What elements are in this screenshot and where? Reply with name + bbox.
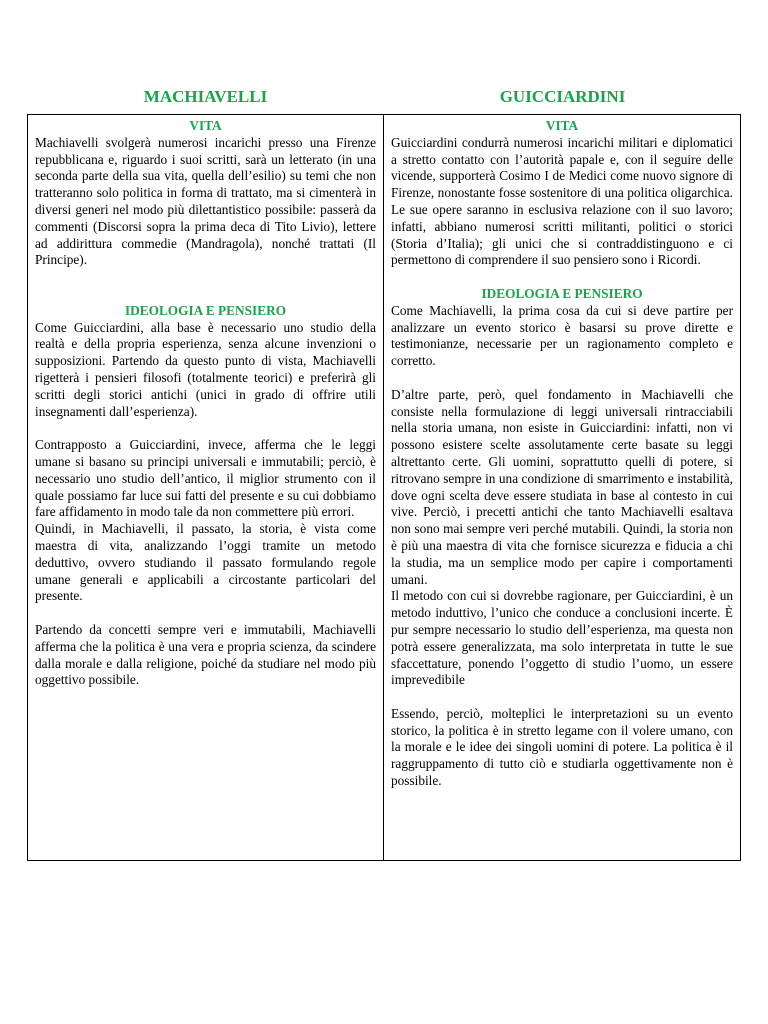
machiavelli-column xyxy=(28,115,384,860)
machiavelli-ideologia-title: IDEOLOGIA E PENSIERO xyxy=(124,302,287,318)
spacer xyxy=(35,420,376,437)
spacer xyxy=(35,605,376,622)
spacer xyxy=(35,269,376,286)
header-row xyxy=(27,86,741,108)
machiavelli-vita-text: Machiavelli svolgerà numerosi incarichi presso una Firenze repubblicana e, riguardo i suoi scritti, sarà un letterato (in una seconda parte della sua vita, quella dell’esilio) su temi che non tratteranno solo politica in forma di trattato, ma si cimenterà in diversi generi nel modo più dilettantistico possibile: passerà da commenti (Discorsi sopra la prima deca di Tito Livio), lettere ad addirittura commedie (Mandragola), nonché trattati (Il Principe). xyxy=(35,134,376,268)
guicciardini-heading: GUICCIARDINI xyxy=(499,87,626,106)
guicciardini-ideologia-p1: Come Machiavelli, la prima cosa da cui si deve partire per analizzare un evento storico è basarsi su prove dirette e testimonianze, necessarie per un ragionamento completo e corretto. xyxy=(391,302,733,369)
spacer xyxy=(391,269,733,286)
guicciardini-ideologia-p4: Essendo, perciò, molteplici le interpretazioni su un evento storico, la politica è in stretto legame con il volere umano, con la morale e le idee dei singoli uomini di potere. La politica è il raggruppamento di tutto ciò e studiarla oggettivamente non è possibile. xyxy=(391,705,733,789)
guicciardini-vita-title: VITA xyxy=(545,118,579,133)
guicciardini-ideologia-p2: D’altre parte, però, quel fondamento in Machiavelli che consiste nella formulazione di leggi universali rintracciabili nella storia umana, non esiste in Guicciardini: infatti, non vi possono esistere scelte assolutamente certe basate su leggi altrettanto certe. Gli uomini, soprattutto quelli di potere, si ritrovano sempre in una condizione di smarrimento e instabilità, dove ogni scelta deve essere studiata in base al contesto in cui vive. Perciò, i precetti antichi che tanto Machiavelli esaltava non sono mai sempre veri perché mutabili. Quindi, la storia non è più una maestra di vita che fornisce sicurezza e fiducia a chi la studia, ma un semplice modo per capire i comportamenti umani. xyxy=(391,386,733,587)
machiavelli-ideologia-p2: Contrapposto a Guicciardini, invece, afferma che le leggi umane si basano su principi universali e immutabili; perciò, è necessario uno studio dell’antico, il miglior strumento con il quale possiamo far luce sui fatti del presente e su cui dobbiamo fare affidamento in modo tale da non commettere più errori. xyxy=(35,437,376,520)
machiavelli-ideologia-p3: Quindi, in Machiavelli, il passato, la storia, è vista come maestra di vita, analizzando l’oggi tramite un metodo deduttivo, ovvero studiando il passato formulando regole umane generali e applicabili a circostante particolari del presente. xyxy=(35,521,376,604)
machiavelli-heading: MACHIAVELLI xyxy=(143,87,268,106)
comparison-table xyxy=(27,114,741,861)
spacer xyxy=(391,689,733,706)
machiavelli-ideologia-p4: Partendo da concetti sempre veri e immutabili, Machiavelli afferma che la politica è una vera e propria scienza, da scindere dalla morale e dalla religione, poiché da studiare nel modo più oggettivo possibile. xyxy=(35,621,376,688)
machiavelli-vita-title: VITA xyxy=(189,118,222,133)
guicciardini-vita-text: Guicciardini condurrà numerosi incarichi militari e diplomatici a stretto contatto con l’autorità papale e, con il seguire delle vicende, supporterà Cosimo I de Medici come nuovo signore di Firenze, nonostante fosse sostenitore di una politica oligarchica. Le sue opere saranno in esclusiva relazione con il suo lavoro; infatti, abbiano numerosi scritti militanti, politici o storici (Storia d’Italia); gli unici che si contraddistinguono e ci permettono di comprendere il suo pensiero sono i Ricordi. xyxy=(391,134,733,268)
spacer xyxy=(391,370,733,387)
guicciardini-ideologia-p3: Il metodo con cui si dovrebbe ragionare, per Guicciardini, è un metodo induttivo, l’unico che conduce a conclusioni incerte. È pur sempre necessario lo studio dell’esperienza, ma questa non potrà essere generalizzata, ma solo interpretata in tutte le sue sfaccettature, ponendo l’oggetto di studio l’uomo, un essere imprevedibile xyxy=(391,588,733,688)
spacer xyxy=(35,286,376,303)
machiavelli-ideologia-p1: Come Guicciardini, alla base è necessario uno studio della realtà e della propria esperienza, senza alcune invenzioni o supposizioni. Partendo da questo punto di vista, Machiavelli rigetterà i pensieri filosofi (totalmente teorici) e preferirà gli scritti degli storici antichi (unici in grado di offrire utili insegnamenti dall’esperienza). xyxy=(35,319,376,419)
guicciardini-column xyxy=(384,115,740,860)
guicciardini-ideologia-title: IDEOLOGIA E PENSIERO xyxy=(481,285,643,301)
